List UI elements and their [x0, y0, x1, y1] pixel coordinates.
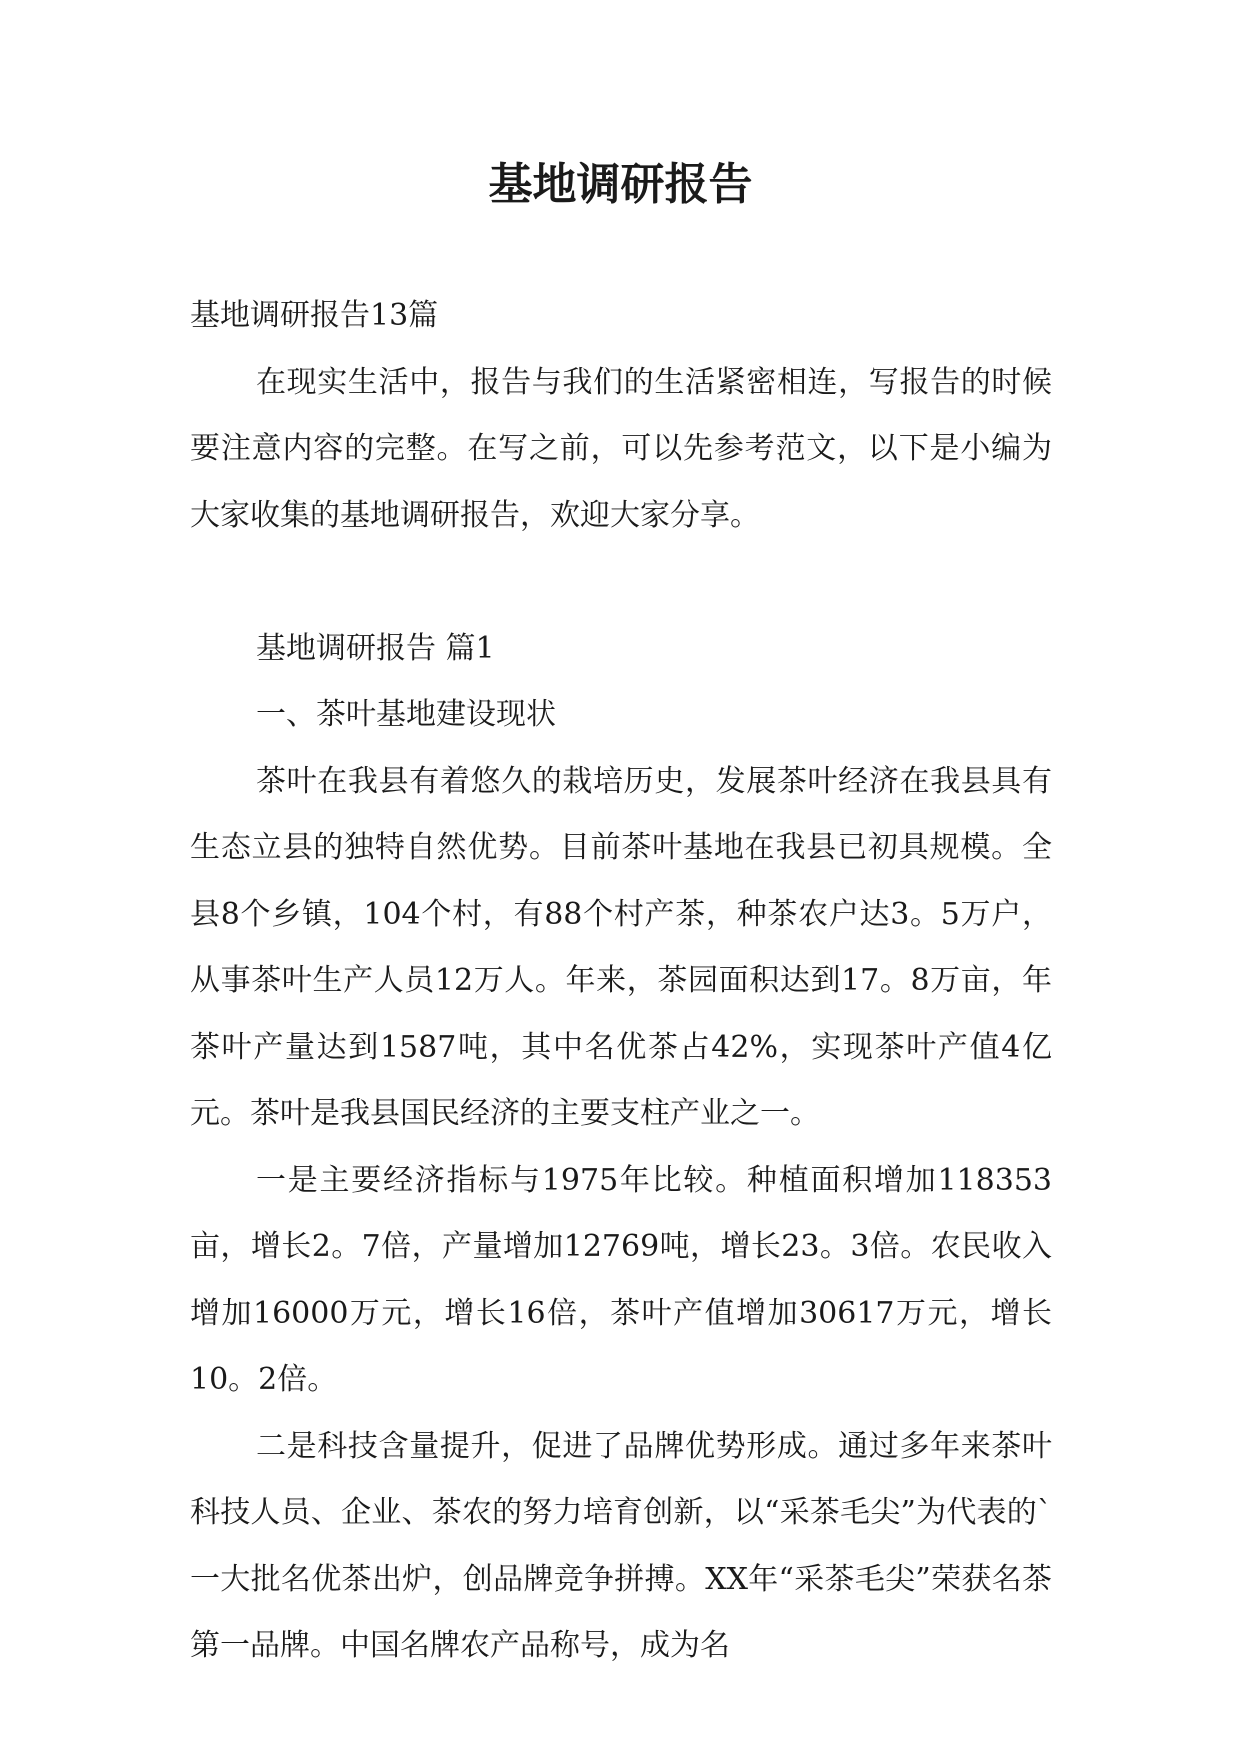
paragraph-spacer — [190, 549, 1052, 616]
document-body — [190, 283, 1052, 1680]
section-heading: 基地调研报告 篇1 — [256, 630, 495, 666]
body-paragraph: 二是科技含量提升，促进了品牌优势形成。通过多年来茶叶科技人员、企业、茶农的努力培育创新，以“采茶毛尖”为代表的`一大批名优茶出炉，创品牌竞争拼搏。XX年“采茶毛尖”荣获名茶第一品牌。中国名牌农产品称号，成为名 — [190, 1428, 1052, 1663]
document-title: 基地调研报告 — [488, 159, 753, 210]
intro-paragraph: 在现实生活中，报告与我们的生活紧密相连，写报告的时候要注意内容的完整。在写之前，可以先参考范文，以下是小编为大家收集的基地调研报告，欢迎大家分享。 — [190, 364, 1052, 533]
document-subtitle: 基地调研报告13篇 — [190, 298, 439, 333]
body-paragraph: 一是主要经济指标与1975年比较。种植面积增加118353亩，增长2。7倍，产量增加12769吨，增长23。3倍。农民收入增加16000万元，增长16倍，茶叶产值增加30617万元，增长10。2倍。 — [190, 1162, 1052, 1397]
subsection-heading: 一、茶叶基地建设现状 — [256, 697, 556, 732]
body-paragraph: 茶叶在我县有着悠久的栽培历史，发展茶叶经济在我县具有生态立县的独特自然优势。目前茶叶基地在我县已初具规模。全县8个乡镇，104个村，有88个村产茶，种茶农户达3。5万户，从事茶叶生产人员12万人。年来，茶园面积达到17。8万亩，年茶叶产量达到1587吨，其中名优茶占42%，实现茶叶产值4亿元。茶叶是我县国民经济的主要支柱产业之一。 — [190, 763, 1052, 1131]
